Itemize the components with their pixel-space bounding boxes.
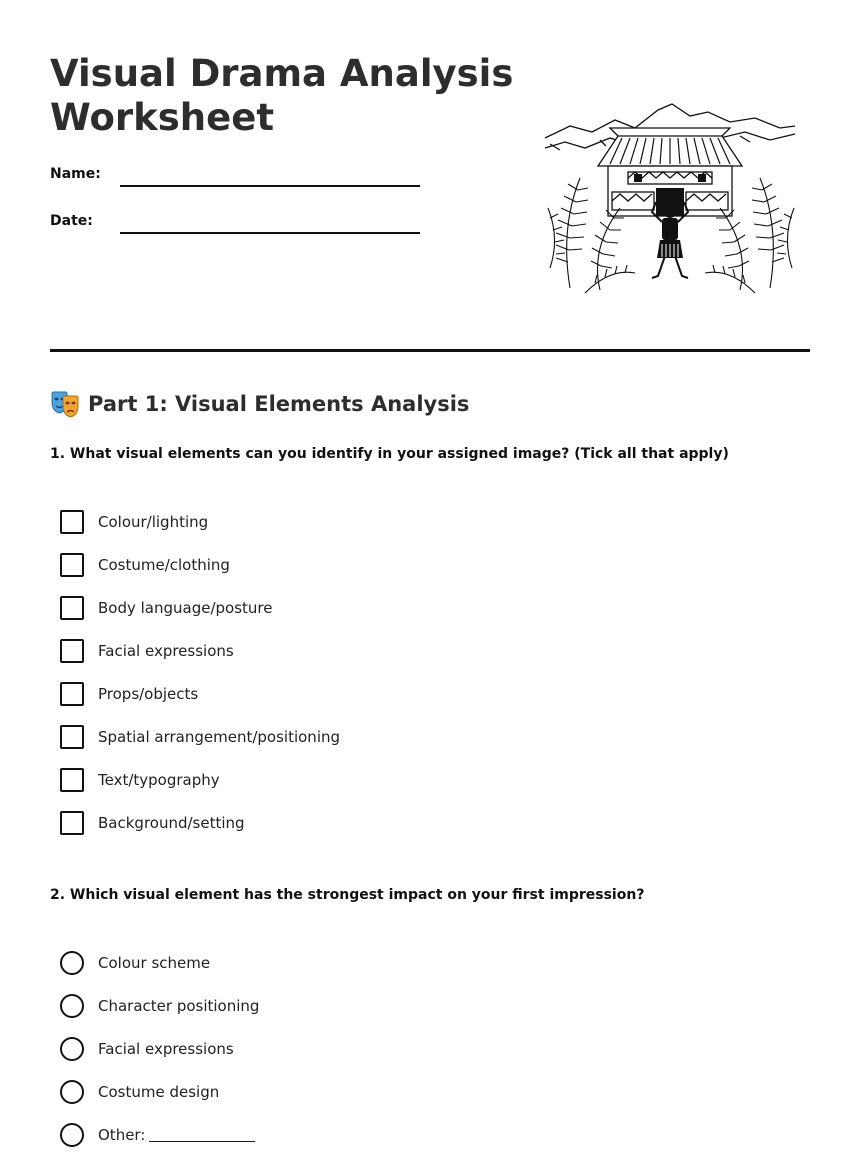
option-label: Other: — [98, 1126, 146, 1144]
part1-heading — [50, 389, 469, 419]
radio-button[interactable] — [60, 951, 84, 975]
name-input-line[interactable] — [120, 185, 420, 187]
option-label: Body language/posture — [98, 599, 273, 617]
question-1: 1. What visual elements can you identify in your assigned image? (Tick all that apply) — [50, 446, 729, 462]
option-label: Facial expressions — [98, 1040, 234, 1058]
option-spatial-arrangement[interactable] — [60, 725, 340, 749]
option-label: Spatial arrangement/positioning — [98, 728, 341, 746]
checkbox[interactable] — [60, 811, 84, 835]
radio-button[interactable] — [60, 994, 84, 1018]
checkbox[interactable] — [60, 639, 84, 663]
option-facial-expressions-2[interactable] — [60, 1037, 234, 1061]
option-background-setting[interactable] — [60, 811, 245, 835]
question-2: 2. Which visual element has the strongest impact on your first impression? — [50, 887, 645, 903]
theatre-masks-icon — [50, 389, 80, 419]
radio-button[interactable] — [60, 1123, 84, 1147]
other-input-line[interactable] — [149, 1128, 255, 1142]
checkbox[interactable] — [60, 510, 84, 534]
date-label: Date: — [50, 213, 93, 229]
checkbox[interactable] — [60, 553, 84, 577]
checkbox[interactable] — [60, 682, 84, 706]
date-input-line[interactable] — [120, 232, 420, 234]
worksheet-title: Visual Drama Analysis Worksheet — [50, 52, 514, 139]
part1-title: Part 1: Visual Elements Analysis — [88, 392, 470, 416]
option-props-objects[interactable] — [60, 682, 198, 706]
option-colour-scheme[interactable] — [60, 951, 210, 975]
option-costume-design[interactable] — [60, 1080, 219, 1104]
option-label: Character positioning — [98, 997, 260, 1015]
name-field-row — [50, 166, 430, 196]
option-label: Colour scheme — [98, 954, 211, 972]
meeting-house-illustration — [540, 98, 800, 298]
option-label: Costume/clothing — [98, 556, 230, 574]
option-other[interactable] — [60, 1123, 255, 1147]
checkbox[interactable] — [60, 596, 84, 620]
option-label: Props/objects — [98, 685, 199, 703]
radio-button[interactable] — [60, 1037, 84, 1061]
checkbox[interactable] — [60, 768, 84, 792]
checkbox[interactable] — [60, 725, 84, 749]
option-label: Costume design — [98, 1083, 220, 1101]
option-colour-lighting[interactable] — [60, 510, 208, 534]
option-facial-expressions[interactable] — [60, 639, 234, 663]
name-label: Name: — [50, 166, 101, 182]
option-label: Colour/lighting — [98, 513, 209, 531]
option-body-language[interactable] — [60, 596, 273, 620]
option-label: Text/typography — [98, 771, 220, 789]
section-divider — [50, 349, 810, 352]
option-label: Background/setting — [98, 814, 245, 832]
option-text-typography[interactable] — [60, 768, 220, 792]
option-costume-clothing[interactable] — [60, 553, 230, 577]
radio-button[interactable] — [60, 1080, 84, 1104]
option-character-positioning[interactable] — [60, 994, 259, 1018]
date-field-row — [50, 213, 430, 243]
option-label: Facial expressions — [98, 642, 234, 660]
